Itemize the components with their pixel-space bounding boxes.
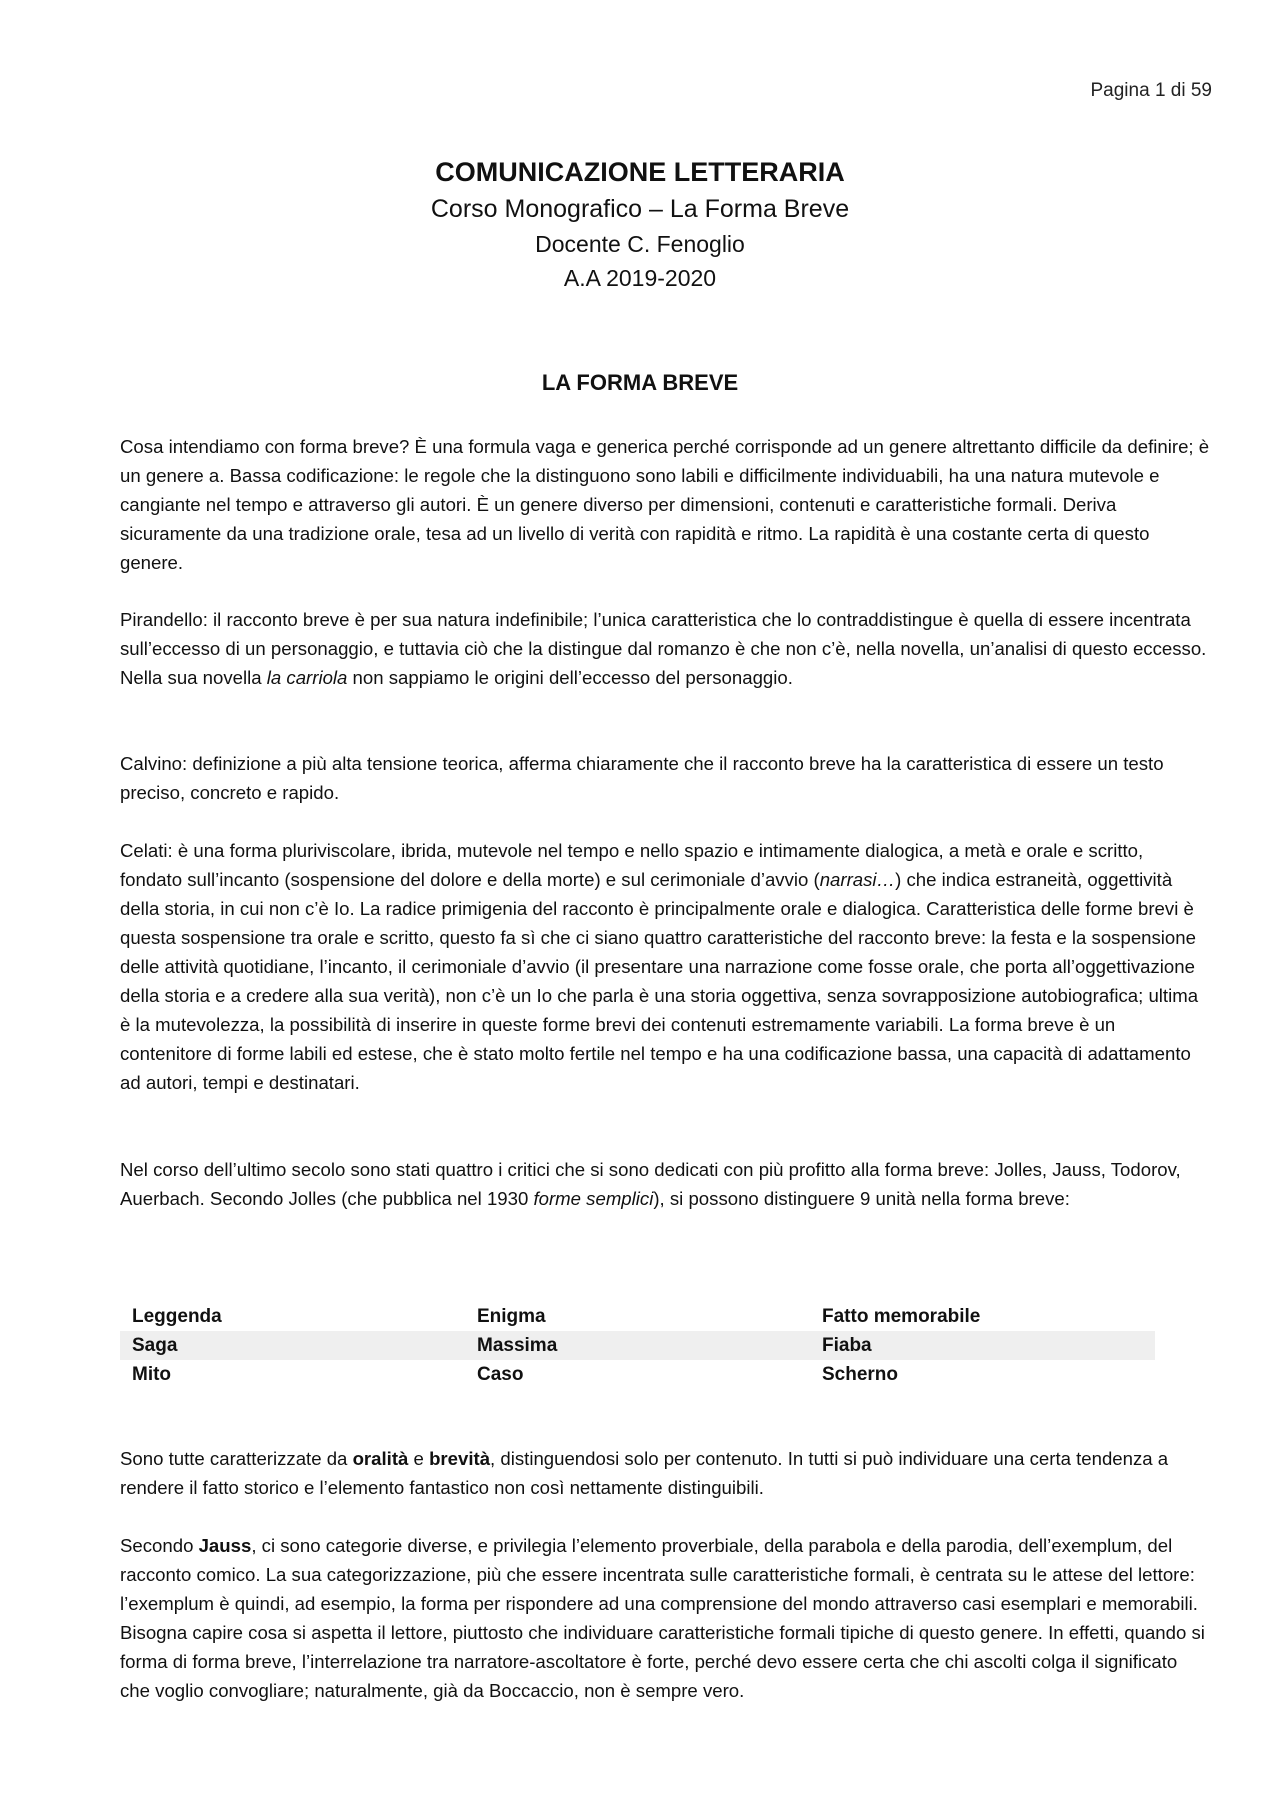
table-cell: Leggenda — [132, 1305, 222, 1327]
page-number: Pagina 1 di 59 — [1090, 80, 1212, 101]
table-row — [120, 1331, 1155, 1360]
paragraph-calvino: Calvino: definizione a più alta tensione teorica, afferma chiaramente che il racconto breve ha la caratteristica di essere un testo preciso, concreto e rapido. — [120, 753, 1164, 803]
table-cell: Caso — [477, 1363, 524, 1385]
paragraph-intro: Cosa intendiamo con forma breve? È una formula vaga e generica perché corrisponde ad un genere altrettanto difficile da definire; è un genere a. Bassa codificazione: le regole che la distinguono sono labili e difficilmente individuabili, ha una natura mutevole e cangiante nel tempo e attraverso gli autori. È un genere diverso per dimensioni, contenuti e caratteristiche formali. Deriva sicuramente da una tradizione orale, tesa ad un livello di verità con rapidità e ritmo. La rapidità è una costante certa di questo genere. — [120, 436, 1210, 573]
table-row — [120, 1302, 1155, 1331]
table-cell: Fatto memorabile — [822, 1305, 981, 1327]
table-cell: Mito — [132, 1363, 172, 1385]
table-cell: Saga — [120, 1331, 465, 1360]
table-cell: Enigma — [477, 1305, 546, 1327]
document-year: A.A 2019-2020 — [563, 265, 717, 291]
section-title: LA FORMA BREVE — [541, 370, 739, 395]
document-teacher: Docente C. Fenoglio — [535, 231, 745, 257]
document-header — [0, 153, 1280, 295]
document-subtitle: Corso Monografico – La Forma Breve — [430, 195, 850, 223]
paragraph-pirandello: Pirandello: il racconto breve è per sua natura indefinibile; l’unica caratteristica che lo contraddistingue è quella di essere incentrata sull’eccesso di un personaggio, e tuttavia ciò che la distingue dal romanzo è che non c’è, nella novella, un’analisi di questo eccesso. Nella sua novella la carriola non sappiamo le origini dell’eccesso del personaggio. — [120, 609, 1207, 688]
table-cell: Scherno — [822, 1363, 899, 1385]
table-cell: Fiaba — [810, 1331, 1155, 1360]
paragraph-celati: Celati: è una forma pluriviscolare, ibrida, mutevole nel tempo e nello spazio e intimamente dialogica, a metà e orale e scritto, fondato sull’incanto (sospensione del dolore e della morte) e sul cerimoniale d’avvio (narrasi…) che indica estraneità, oggettività della storia, in cui non c’è Io. La radice primigenia del racconto è principalmente orale e dialogica. Caratteristica delle forme brevi è questa sospensione tra orale e scritto, questo fa sì che ci siano quattro caratteristiche del racconto breve: la festa e la sospensione delle attività quotidiane, l’incanto, il cerimoniale d’avvio (il presentare una narrazione come fosse orale, che porta all’oggettivazione della storia e a credere alla sua verità), non c’è un Io che parla è una storia oggettiva, senza sovrapposizione autobiografica; ultima è la mutevolezza, la possibilità di inserire in queste forme brevi dei contenuti estremamente variabili. La forma breve è un contenitore di forme labili ed estese, che è stato molto fertile nel tempo e ha una codificazione bassa, una capacità di adattamento ad autori, tempi e destinatari. — [120, 840, 1199, 1093]
paragraph-jauss: Secondo Jauss, ci sono categorie diverse, e privilegia l’elemento proverbiale, della parabola e della parodia, dell’exemplum, del racconto comico. La sua categorizzazione, più che essere incentrata sulle caratteristiche formali, è centrata su le attese del lettore: l’exemplum è quindi, ad esempio, la forma per rispondere ad una comprensione del mondo attraverso casi esemplari e memorabili. Bisogna capire cosa si aspetta il lettore, piuttosto che individuare caratteristiche formali tipiche di questo genere. In effetti, quando si forma di forma breve, l’interrelazione tra narratore-ascoltatore è forte, perché devo essere certa che chi ascolti colga il significato che voglio convogliare; naturalmente, già da Boccaccio, non è sempre vero. — [120, 1535, 1205, 1701]
paragraph-jolles: Nel corso dell’ultimo secolo sono stati quattro i critici che si sono dedicati con più profitto alla forma breve: Jolles, Jauss, Todorov, Auerbach. Secondo Jolles (che pubblica nel 1930 forme semplici), si possono distinguere 9 unità nella forma breve: — [120, 1159, 1181, 1209]
paragraph-oralita: Sono tutte caratterizzate da oralità e brevità, distinguendosi solo per contenuto. In tutti si può individuare una certa tendenza a rendere il fatto storico e l’elemento fantastico non così nettamente distinguibili. — [120, 1448, 1169, 1498]
document-title: COMUNICAZIONE LETTERARIA — [435, 157, 845, 187]
forms-table — [120, 1302, 1155, 1389]
table-cell: Massima — [465, 1331, 810, 1360]
table-row — [120, 1360, 1155, 1389]
